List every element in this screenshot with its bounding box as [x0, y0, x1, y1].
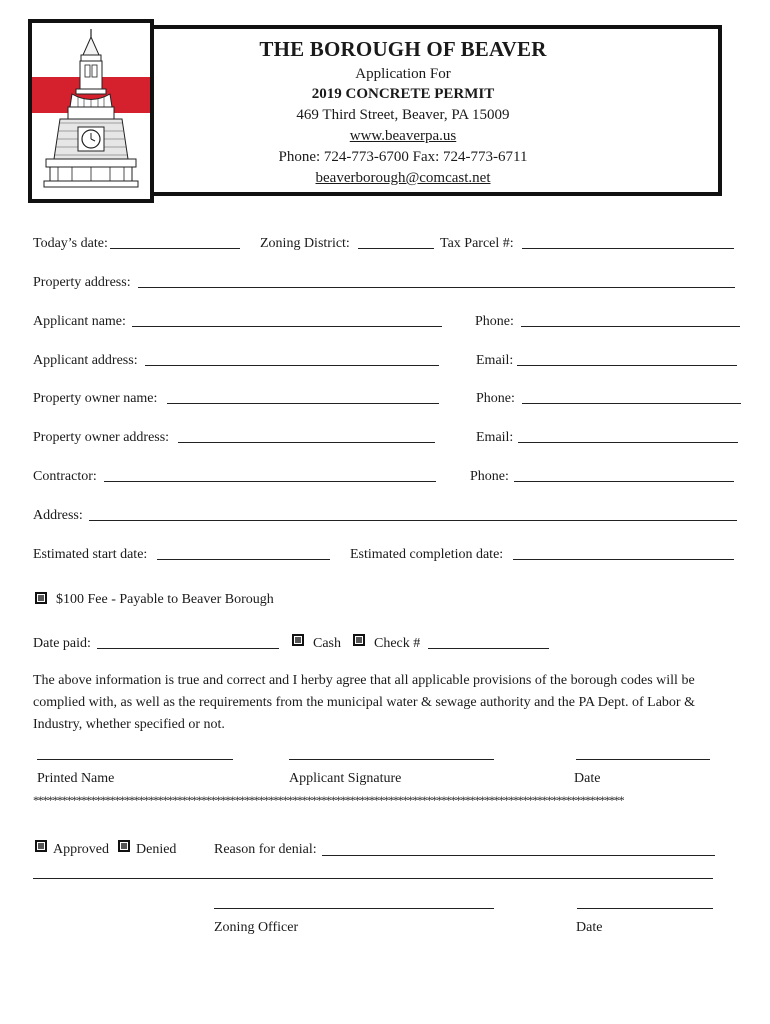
- website-link[interactable]: www.beaverpa.us: [349, 128, 457, 144]
- printed-name-label: Printed Name: [37, 771, 115, 786]
- date-paid-label: Date paid:: [33, 636, 91, 651]
- contractor-label: Contractor:: [33, 469, 97, 484]
- denied-checkbox[interactable]: [118, 840, 130, 852]
- contractor-phone-label: Phone:: [470, 469, 509, 484]
- printed-name-field[interactable]: [37, 759, 233, 760]
- zoning-officer-field[interactable]: [214, 908, 494, 909]
- denial-reason-field[interactable]: [322, 855, 715, 856]
- approved-checkbox[interactable]: [35, 840, 47, 852]
- fee-checkbox[interactable]: [35, 592, 47, 604]
- denied-label: Denied: [136, 842, 177, 857]
- completion-date-label: Estimated completion date:: [350, 547, 504, 562]
- cash-label: Cash: [313, 636, 341, 651]
- applicant-name-label: Applicant name:: [33, 314, 126, 329]
- owner-address-label: Property owner address:: [33, 430, 170, 445]
- applicant-signature-label: Applicant Signature: [289, 771, 402, 786]
- owner-phone-field[interactable]: [522, 403, 741, 404]
- check-label: Check #: [374, 636, 421, 651]
- applicant-address-label: Applicant address:: [33, 353, 138, 368]
- contractor-phone-field[interactable]: [514, 481, 734, 482]
- completion-date-field[interactable]: [513, 559, 734, 560]
- borough-title: THE BOROUGH OF BEAVER: [259, 37, 547, 61]
- clock-tower-icon: [32, 23, 150, 199]
- contractor-address-field[interactable]: [89, 520, 737, 521]
- application-for: Application For: [355, 66, 451, 82]
- contractor-field[interactable]: [104, 481, 436, 482]
- owner-email-field[interactable]: [518, 442, 738, 443]
- property-address-label: Property address:: [33, 275, 131, 290]
- approval-date-label: Date: [576, 920, 603, 935]
- check-number-field[interactable]: [428, 648, 549, 649]
- borough-logo: [28, 19, 154, 203]
- owner-phone-label: Phone:: [476, 391, 515, 406]
- applicant-address-field[interactable]: [145, 365, 439, 366]
- certification-text: The above information is true and correct and I herby agree that all applicable provisions of the borough codes will be complied with, as well as the requirements from the municipal water & sewage authority and the PA Dept. of Labor & Industry, whether specified or not.: [33, 673, 695, 732]
- cash-checkbox[interactable]: [292, 634, 304, 646]
- owner-name-label: Property owner name:: [33, 391, 158, 406]
- denial-reason-label: Reason for denial:: [214, 842, 317, 857]
- applicant-email-label: Email:: [476, 353, 514, 368]
- denial-reason-field-2[interactable]: [33, 878, 713, 879]
- separator-stars: ***************************************************************************************************************************: [33, 793, 624, 807]
- permit-title: 2019 CONCRETE PERMIT: [311, 86, 495, 102]
- approval-date-field[interactable]: [577, 908, 713, 909]
- start-date-field[interactable]: [157, 559, 330, 560]
- date-paid-field[interactable]: [97, 648, 279, 649]
- owner-email-label: Email:: [476, 430, 514, 445]
- phone-fax: Phone: 724-773-6700 Fax: 724-773-6711: [278, 149, 528, 165]
- zoning-district-field[interactable]: [358, 248, 434, 249]
- todays-date-field[interactable]: [110, 248, 240, 249]
- start-date-label: Estimated start date:: [33, 547, 148, 562]
- zoning-officer-label: Zoning Officer: [214, 920, 299, 935]
- borough-address: 469 Third Street, Beaver, PA 15009: [296, 107, 510, 123]
- todays-date-label: Today’s date:: [33, 236, 108, 251]
- property-address-field[interactable]: [138, 287, 735, 288]
- applicant-signature-field[interactable]: [289, 759, 494, 760]
- signature-date-label: Date: [574, 771, 601, 786]
- contractor-address-label: Address:: [33, 508, 83, 523]
- approved-label: Approved: [53, 842, 109, 857]
- owner-address-field[interactable]: [178, 442, 435, 443]
- owner-name-field[interactable]: [167, 403, 439, 404]
- check-checkbox[interactable]: [353, 634, 365, 646]
- applicant-phone-field[interactable]: [521, 326, 740, 327]
- tax-parcel-label: Tax Parcel #:: [440, 236, 514, 251]
- zoning-district-label: Zoning District:: [260, 236, 350, 251]
- email-link[interactable]: beaverborough@comcast.net: [315, 170, 491, 186]
- applicant-phone-label: Phone:: [475, 314, 514, 329]
- fee-label: $100 Fee - Payable to Beaver Borough: [56, 592, 274, 607]
- signature-date-field[interactable]: [576, 759, 710, 760]
- applicant-name-field[interactable]: [132, 326, 442, 327]
- tax-parcel-field[interactable]: [522, 248, 734, 249]
- applicant-email-field[interactable]: [517, 365, 737, 366]
